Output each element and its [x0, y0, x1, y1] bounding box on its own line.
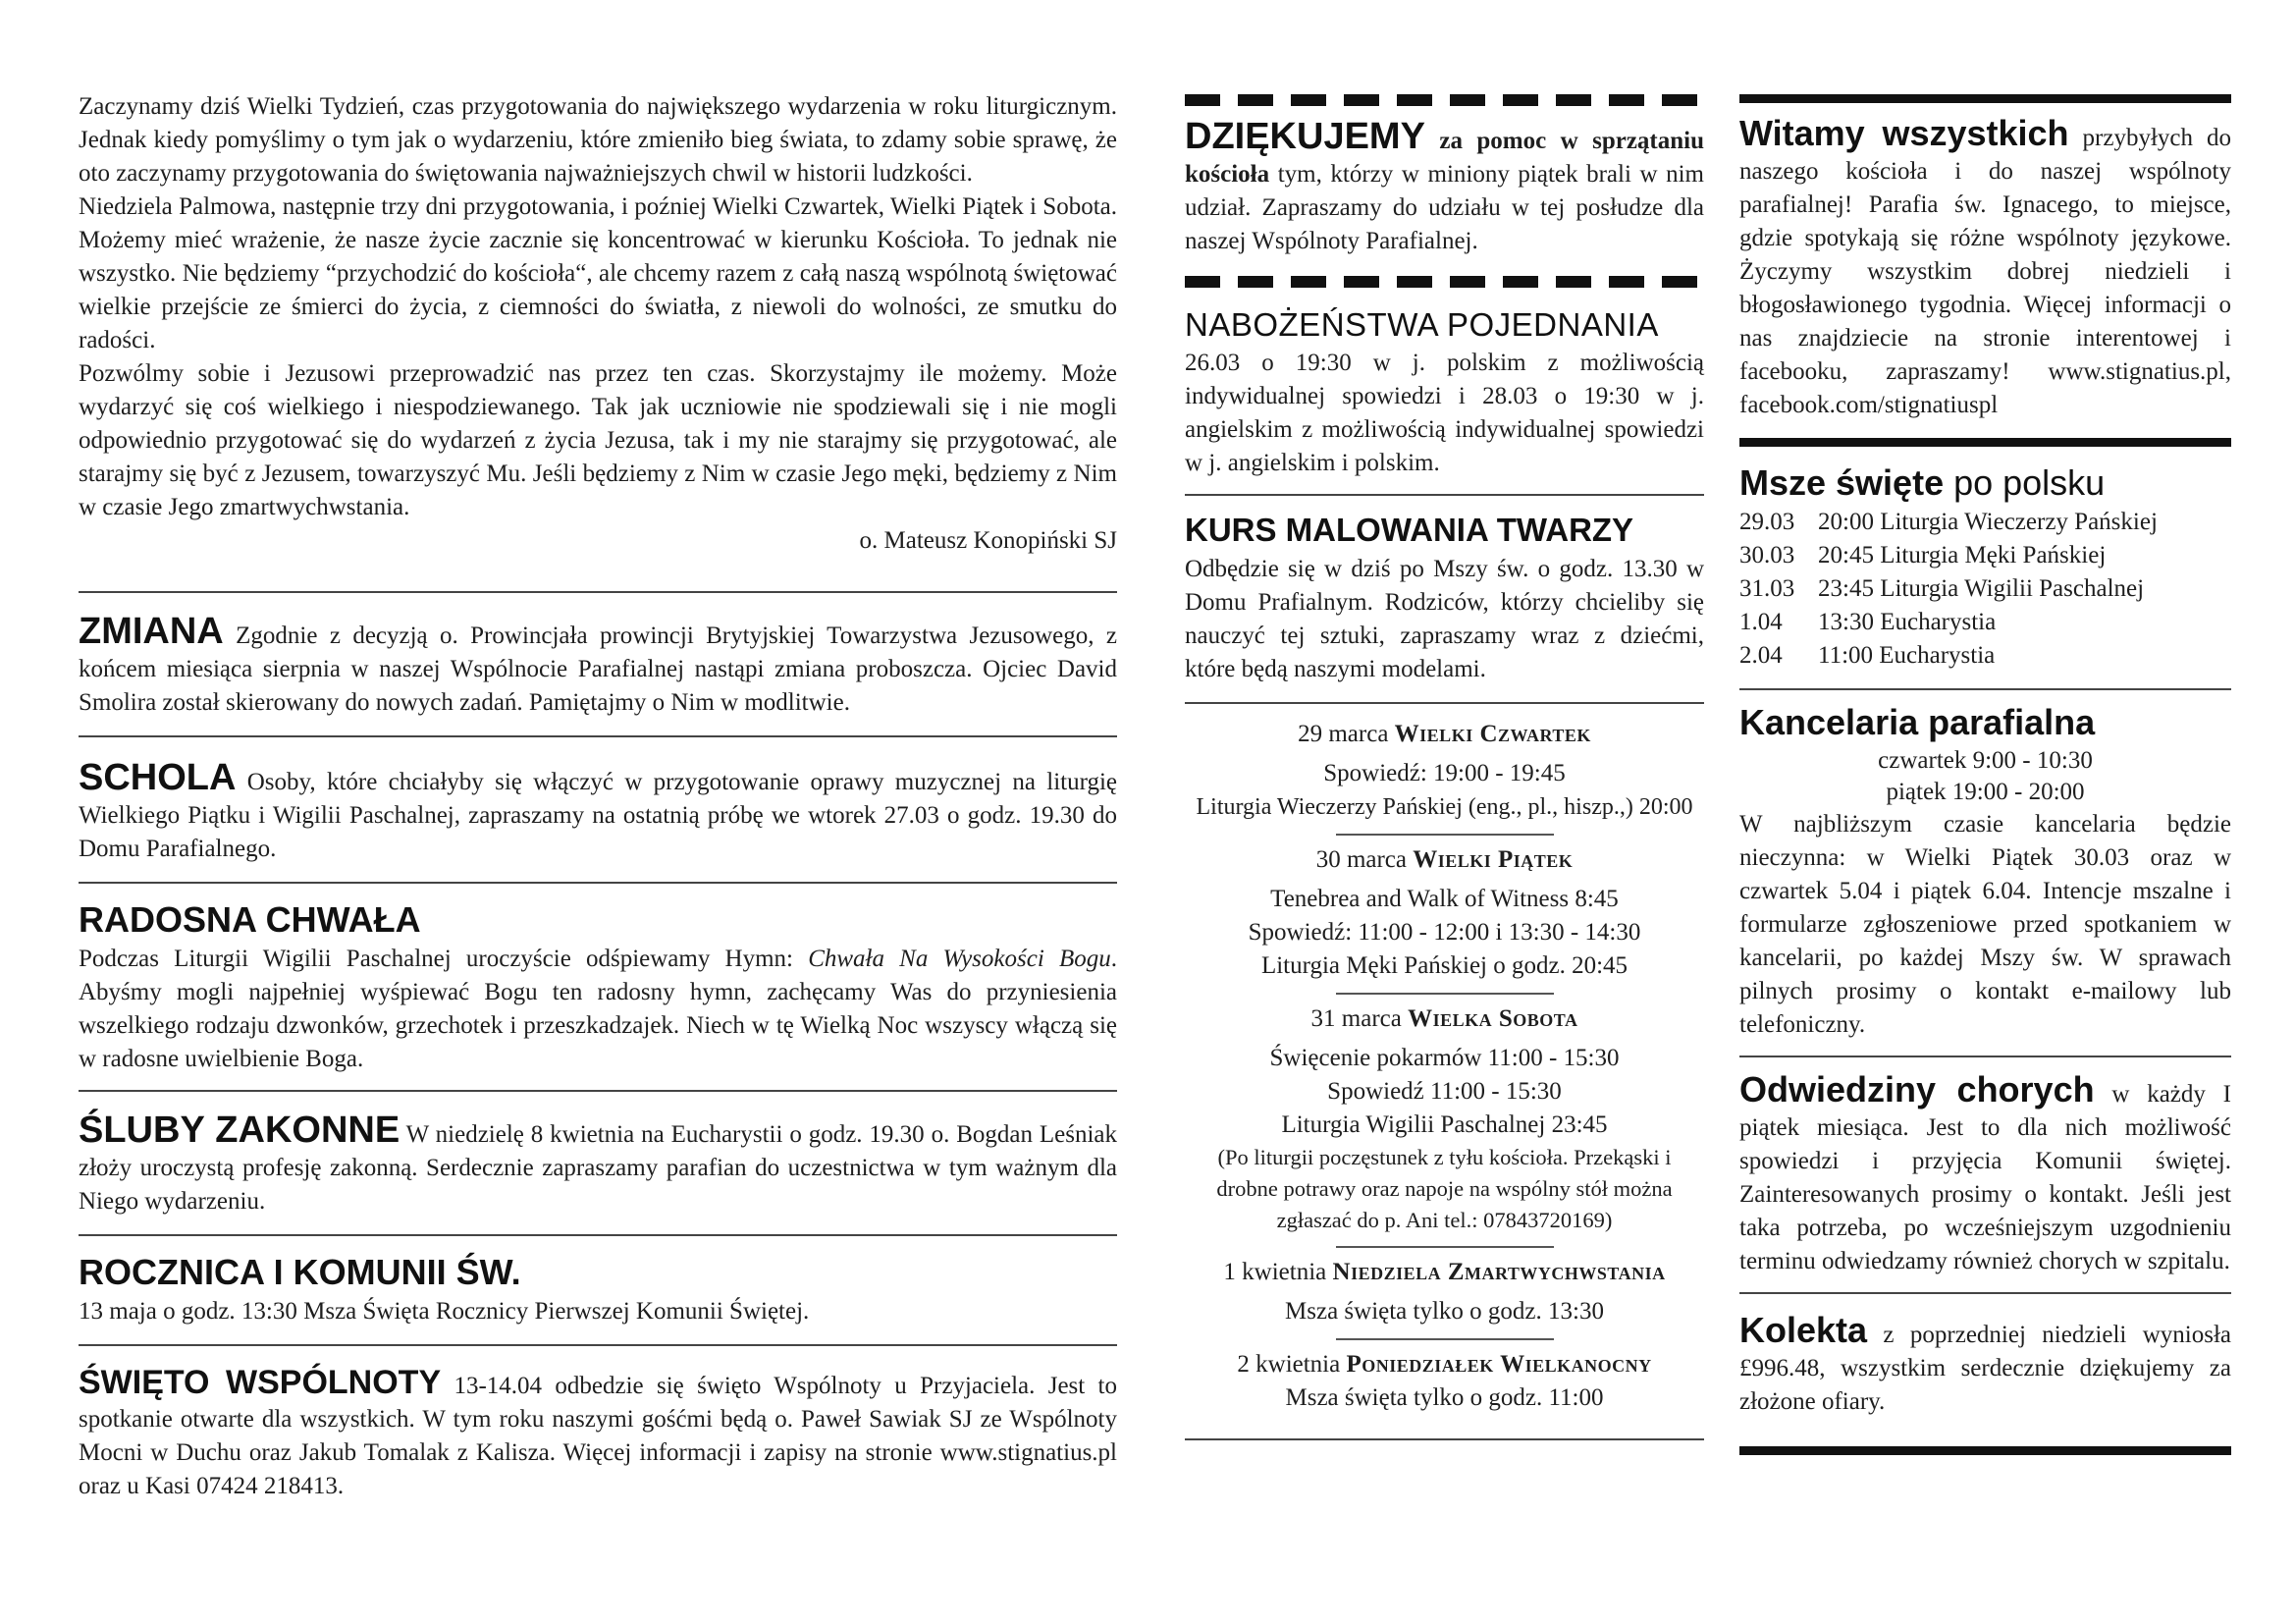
mass-desc: 20:00 Liturgia Wieczerzy Pańskiej — [1818, 509, 2158, 535]
mass-date: 29.03 — [1739, 509, 1795, 535]
schola-text: Osoby, które chciałyby się włączyć w przygotowanie oprawy muzycznej na liturgię Wielkiego Piątku i Wigilii Paschalnej, zapraszamy na ostatnią próbę we wtorek 27.03 o godz. 19.30 do Domu Parafialnego. — [79, 769, 1118, 862]
nabozenstwa-text: 26.03 o 19:30 w j. polskim z możliwością indywidualnej spowiedzi i 28.03 o 19:30 w j. angielskim z możliwością indywidualnej spowiedzi w j. angielskim i polskim. — [1185, 350, 1704, 476]
msze-heading — [1739, 460, 2231, 506]
witamy-heading: Witamy wszystkich — [1739, 113, 2069, 153]
day-date: 31 marca — [1310, 1005, 1402, 1032]
schedule-line: Liturgia Wigilii Paschalnej 23:45 — [1281, 1111, 1608, 1138]
odwiedziny-section — [1739, 1069, 2231, 1278]
odwiedziny-heading: Odwiedziny chorych — [1739, 1069, 2095, 1110]
kolekta-heading: Kolekta — [1739, 1310, 1868, 1350]
mass-date: 1.04 — [1739, 609, 1783, 635]
zmiana-text: Zgodnie z decyzją o. Prowincjała prowincji Brytyjskiej Towarzystwa Jezusowego, z końcem miesiąca sierpnia w naszej Wspólnocie Parafialnej nastąpi zmiana proboszcza. Ojciec David Smolira został skierowany do nowych zadań. Pamiętajmy o Nim w modlitwie. — [79, 623, 1117, 716]
schedule-line: Święcenie pokarmów 11:00 - 15:30 — [1269, 1045, 1620, 1071]
intro-article — [79, 90, 1117, 558]
kancelaria-text: W najbliższym czasie kancelaria będzie nieczynna: w Wielki Piątek 30.03 oraz w czwartek 5.04 i piątek 6.04. Intencje mszalne i formularze zgłoszeniowe przed spotkaniem w kancelarii, po każdej Mszy św. W sprawach pilnych prosimy o kontakt e-mailowy lub telefoniczny. — [1739, 811, 2231, 1038]
day-name: Wielki Piątek — [1413, 846, 1574, 873]
msze-heading-regular: po polsku — [1944, 462, 2106, 503]
day-title — [1185, 1002, 1704, 1036]
radosna-heading: RADOSNA CHWAŁA — [79, 899, 421, 940]
kancelaria-section — [1739, 700, 2231, 1042]
zmiana-heading: ZMIANA — [79, 611, 224, 652]
mass-date: 30.03 — [1739, 542, 1795, 568]
kolekta-section — [1739, 1310, 2231, 1419]
day-name: Poniedziałek Wielkanocny — [1346, 1351, 1652, 1378]
radosna-section — [79, 897, 1117, 1076]
dziekujemy-section — [1185, 116, 1704, 258]
swieto-heading: ŚWIĘTO WSPÓLNOTY — [79, 1364, 442, 1401]
intro-paragraph: Zaczynamy dziś Wielki Tydzień, czas przygotowania do największego wydarzenia w roku liturgicznym. Jednak kiedy pomyślimy o tym jak o wydarzeniu, które zmieniło bieg świata, to zdamy sobie sprawę, że oto zaczynamy przygotowania do świętowania najważniejszych chwil w historii ludzkości. — [79, 93, 1117, 187]
radosna-text-start: Podczas Liturgii Wigilii Paschalnej uroczyście odśpiewamy Hymn: — [79, 946, 809, 972]
odwiedziny-text: w każdy I piątek miesiąca. Jest to dla nich możliwość spowiedzi i przyjęcia Komunii świętej. Zainteresowanych prosimy o kontakt. Jeśli jest taka potrzeba, po wcześniejszym uzgodnieniu terminu odwiedzamy również chorych w szpitalu. — [1739, 1081, 2231, 1274]
msze-heading-bold: Msze święte — [1739, 462, 1945, 503]
office-hours: czwartek 9:00 - 10:30 — [1878, 747, 2093, 774]
witamy-section — [1739, 113, 2231, 422]
schola-heading: SCHOLA — [79, 757, 237, 798]
mass-desc: 13:30 Eucharystia — [1818, 609, 1997, 635]
intro-paragraph: Pozwólmy sobie i Jezusowi przeprowadzić nas przez ten czas. Skorzystajmy ile możemy. Może wydarzyć się coś wielkiego i niespodziewanego. Tak jak uczniowie nie spodziewali się i nie mogli odpowiednio przygotować się do wydarzeń z życia Jezusa, tak i my nie starajmy się przygotować, ale starajmy się być z Jezusem, towarzyszyć Mu. Jeśli będziemy z Nim w czasie Jego męki, będziemy z Nim w czasie Jego zmartwychwstania. — [79, 360, 1117, 520]
schedule-line: Spowiedź 11:00 - 15:30 — [1327, 1078, 1562, 1105]
hymn-title: Chwała Na Wysokości Bogu — [808, 946, 1111, 972]
schedule-line: Spowiedź: 11:00 - 12:00 i 13:30 - 14:30 — [1248, 919, 1641, 946]
kurs-text: Odbędzie się w dziś po Mszy św. o godz. 13.30 w Domu Prafialnym. Rodziców, którzy chcieliby się nauczyć tej sztuki, zapraszamy wraz z dziećmi, które będą naszymi modelami. — [1185, 556, 1704, 682]
schedule-line: Tenebrea and Walk of Witness 8:45 — [1270, 886, 1619, 912]
day-title — [1185, 718, 1704, 751]
dziekujemy-text: tym, którzy w miniony piątek brali w nim udział. Zapraszamy do udziału w tej posłudze dla naszej Wspólnoty Parafialnej. — [1185, 161, 1704, 254]
thick-divider — [1739, 94, 2231, 103]
day-date: 30 marca — [1315, 846, 1407, 873]
right-column — [1739, 0, 2231, 1455]
day-name: Wielka Sobota — [1408, 1005, 1578, 1032]
intro-paragraph: Niedziela Palmowa, następnie trzy dni przygotowania, i poźniej Wielki Czwartek, Wielki Piątek i Sobota. Możemy mieć wrażenie, że nasze życie zacznie się koncentrować w kierunku Kościoła. To jednak nie wszystko. Nie będziemy “przychodzić do kościoła“, ale chcemy razem z całą naszą wspólnotą świętować wielkie przejście ze śmierci do życia, z ciemności do światła, z niewoli do wolności, ze smutku do radości. — [79, 193, 1117, 353]
rocznica-section — [79, 1250, 1117, 1328]
sluby-text: W niedzielę 8 kwietnia na Eucharystii o godz. 19.30 o. Bogdan Leśniak złoży uroczystą profesję zakonną. Serdecznie zapraszamy parafian do uczestnictwa w tym ważnym dla Niego wydarzeniu. — [79, 1121, 1117, 1215]
rocznica-text: 13 maja o godz. 13:30 Msza Święta Rocznicy Pierwszej Komunii Świętej. — [79, 1298, 810, 1325]
mass-desc: 20:45 Liturgia Męki Pańskiej — [1818, 542, 2107, 568]
schedule-line: Msza święta tylko o godz. 13:30 — [1285, 1298, 1604, 1325]
schedule-line: Liturgia Męki Pańskiej o godz. 20:45 — [1260, 952, 1629, 979]
swieto-section — [79, 1366, 1117, 1503]
sluby-section — [79, 1110, 1117, 1218]
middle-column — [1185, 0, 1704, 1440]
kancelaria-heading: Kancelaria parafialna — [1739, 702, 2096, 742]
day-title — [1185, 1348, 1704, 1381]
thick-divider — [1739, 1446, 2231, 1455]
dashed-divider — [1185, 94, 1704, 106]
mass-schedule — [1739, 506, 2231, 673]
witamy-text: przybyłych do naszego kościoła i do naszej wspólnoty parafialnej! Parafia św. Ignacego, to miejsce, gdzie spotykają się różne wspólnoty językowe. Życzymy wszystkim dobrej niedzieli i błogosławionego tygodnia. Więcej informacji o nas znajdziecie na stronie interentowej i facebooku, zapraszamy! www.stignatius.pl, facebook.com/stignatiuspl — [1739, 125, 2231, 418]
msze-section — [1739, 460, 2231, 673]
radosna-text — [79, 943, 1117, 1076]
day-date: 29 marca — [1298, 721, 1389, 747]
kolekta-text: z poprzedniej niedzieli wyniosła £996.48, wszystkim serdecznie dziękujemy za złożone ofiary. — [1739, 1322, 2231, 1415]
nabozenstwa-heading: NABOŻEŃSTWA POJEDNANIA — [1185, 306, 1659, 343]
day-title — [1185, 1256, 1704, 1289]
divider — [1185, 1438, 1704, 1440]
schedule-line: Spowiedź: 19:00 - 19:45 — [1323, 760, 1566, 786]
schedule-line: Msza święta tylko o godz. 11:00 — [1285, 1384, 1604, 1411]
schola-section — [79, 757, 1118, 866]
left-column — [79, 0, 1117, 1503]
kurs-heading: KURS MALOWANIA TWARZY — [1185, 512, 1634, 548]
rocznica-heading: ROCZNICA I KOMUNII ŚW. — [79, 1252, 521, 1292]
thick-divider — [1739, 438, 2231, 447]
mass-desc: 23:45 Liturgia Wigilii Paschalnej — [1818, 575, 2145, 602]
day-date: 1 kwietnia — [1223, 1259, 1327, 1285]
dziekujemy-bold: za pomoc w sprzątaniu kościoła — [1185, 128, 1704, 188]
day-name: Niedziela Zmartwychwstania — [1332, 1259, 1666, 1285]
radosna-text-end: . Abyśmy mogli najpełniej wyśpiewać Bogu ten radosny hymn, zachęcamy Was do przyniesienia wszelkiego rodzaju dzwonków, grzechotek i przeszkadzajek. Niech w tę Wielką Noc wszyscy włączą się w radosne uwielbienie Boga. — [79, 946, 1117, 1072]
signature: o. Mateusz Konopiński SJ — [859, 527, 1117, 554]
day-title — [1185, 843, 1704, 877]
dashed-divider — [1185, 276, 1704, 288]
mass-date: 31.03 — [1739, 575, 1795, 602]
nabozenstwa-section — [1185, 303, 1704, 480]
holy-week-schedule — [1185, 704, 1704, 1440]
office-hours: piątek 19:00 - 20:00 — [1886, 779, 2085, 805]
mass-date: 2.04 — [1739, 642, 1783, 669]
day-date: 2 kwietnia — [1237, 1351, 1341, 1378]
sluby-heading: ŚLUBY ZAKONNE — [79, 1110, 400, 1151]
swieto-text: 13-14.04 odbedzie się święto Wspólnoty u Przyjaciela. Jest to spotkanie otwarte dla wszystkich. W tym roku naszymi gośćmi będą o. Paweł Sawiak SJ ze Wspólnoty Mocni w Duchu oraz Jakub Tomalak z Kalisza. Więcej informacji i zapisy na stronie www.stignatius.pl oraz u Kasi 07424 218413. — [79, 1373, 1118, 1499]
schedule-note: (Po liturgii poczęstunek z tyłu kościoła. Przekąski i drobne potrawy oraz napoje na wspólny stół można zgłaszać do p. Ani tel.: 07843720169) — [1216, 1145, 1673, 1232]
mass-desc: 11:00 Eucharystia — [1818, 642, 1996, 669]
dziekujemy-heading: DZIĘKUJEMY — [1185, 116, 1425, 157]
kurs-section — [1185, 508, 1704, 686]
day-name: Wielki Czwartek — [1394, 721, 1591, 747]
schedule-line: Liturgia Wieczerzy Pańskiej (eng., pl., hiszp.,) 20:00 — [1196, 794, 1693, 820]
zmiana-section — [79, 611, 1117, 720]
